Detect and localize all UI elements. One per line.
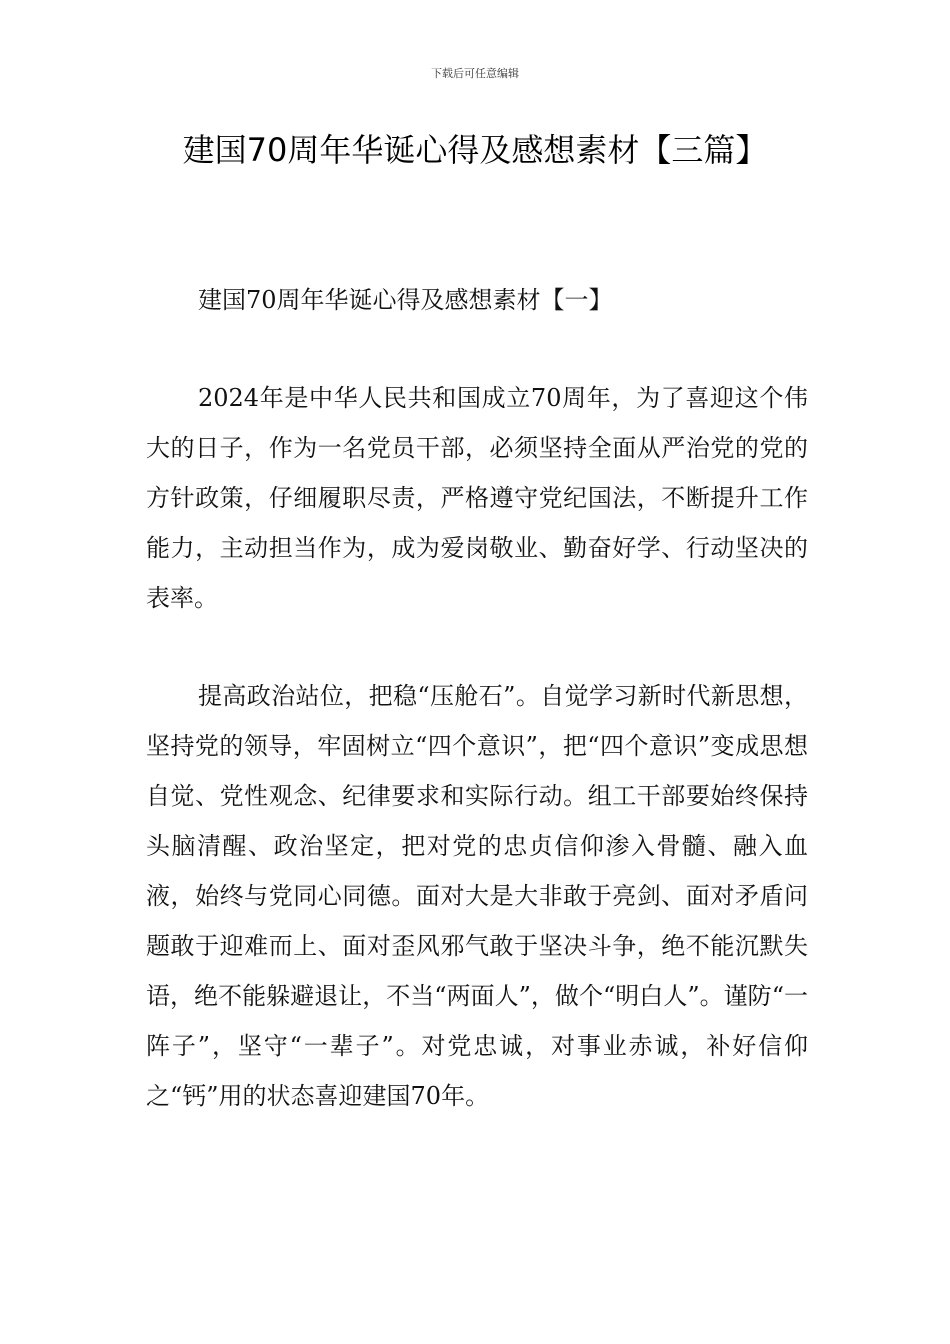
- body-paragraph: 2024年是中华人民共和国成立70周年，为了喜迎这个伟大的日子，作为一名党员干部，必须坚持全面从严治党的党的方针政策，仔细履职尽责，严格遵守党纪国法，不断提升工作能力，主动担当作为，成为爱岗敬业、勤奋好学、行动坚决的表率。: [146, 384, 808, 612]
- body-paragraph: 提高政治站位，把稳“压舱石”。自觉学习新时代新思想，坚持党的领导，牢固树立“四个意识”，把“四个意识”变成思想自觉、党性观念、纪律要求和实际行动。组工干部要始终保持头脑清醒、政治坚定，把对党的忠贞信仰渗入骨髓、融入血液，始终与党同心同德。面对大是大非敢于亮剑、面对矛盾问题敢于迎难而上、面对歪风邪气敢于坚决斗争，绝不能沉默失语，绝不能躲避退让，不当“两面人”，做个“明白人”。谨防“一阵子”，坚守“一辈子”。对党忠诚，对事业赤诚，补好信仰之“钙”用的状态喜迎建国70年。: [146, 682, 808, 1110]
- document-title: 建国70周年华诞心得及感想素材【三篇】: [182, 131, 768, 169]
- section-heading: 建国70周年华诞心得及感想素材【一】: [198, 286, 613, 314]
- header-note: 下载后可任意编辑: [431, 67, 519, 80]
